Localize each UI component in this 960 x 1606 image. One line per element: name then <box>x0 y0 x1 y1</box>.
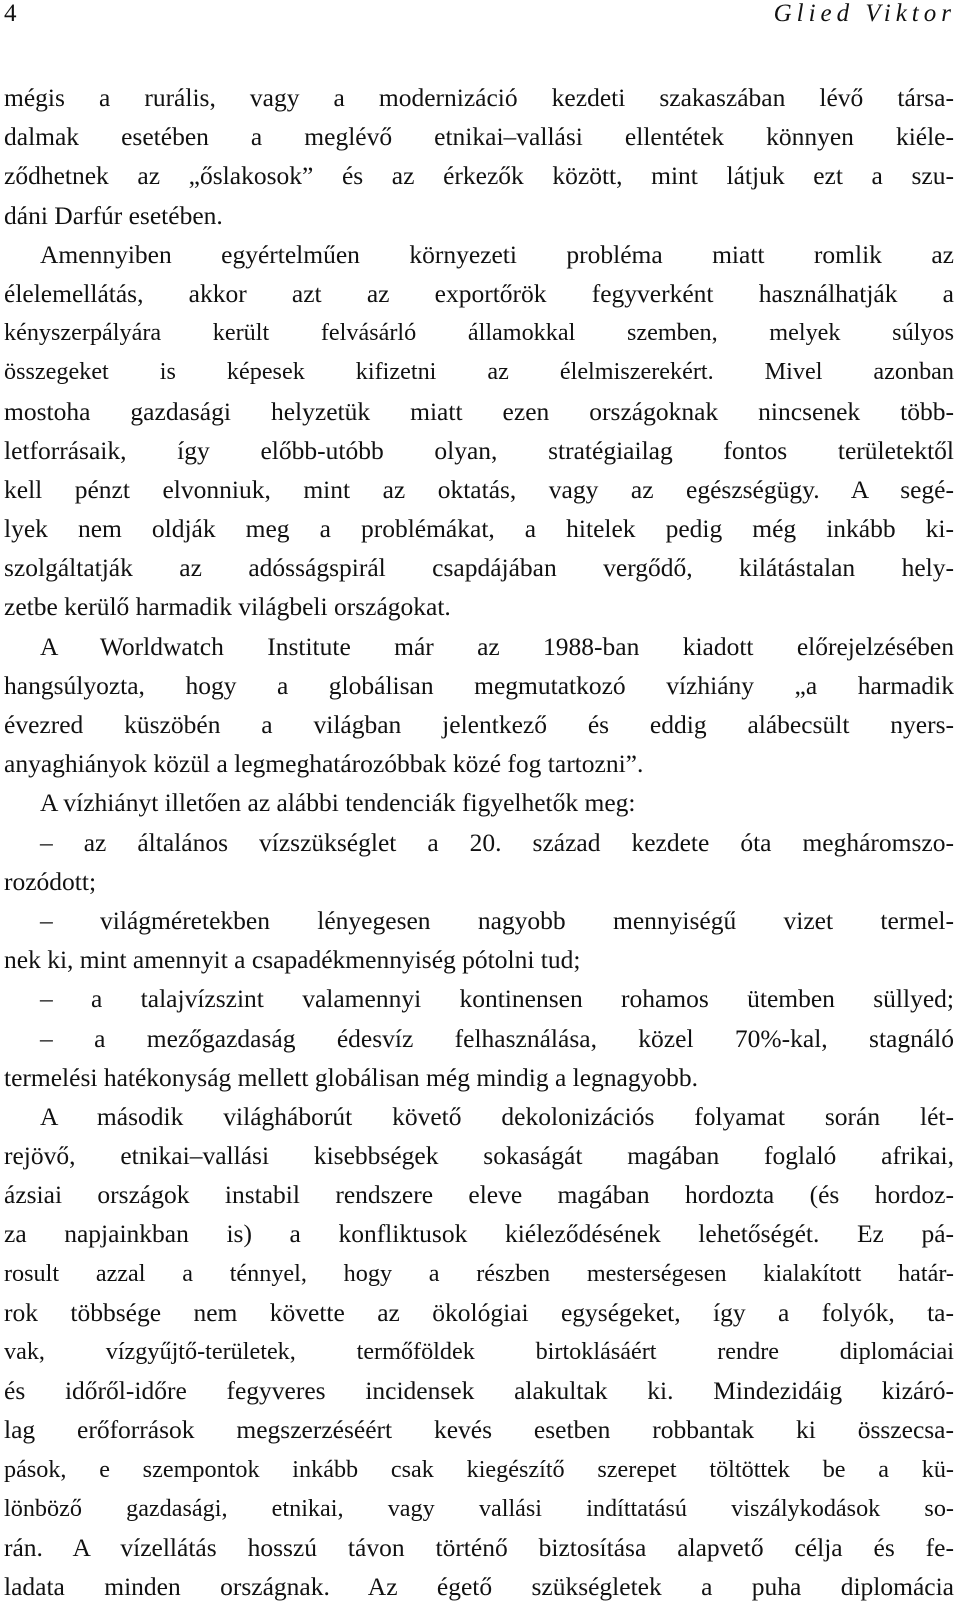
text-line: A második világháborút követő dekolonizációs folyamat során lét- <box>40 1101 954 1131</box>
text-line: összegeket is képesek kifizetni az élelmiszerekért. Mivel azonban <box>4 358 954 386</box>
text-line: kényszerpályára került felvásárló államokkal szemben, melyek súlyos <box>4 319 954 347</box>
list-item-continuation: rozódott; <box>4 866 97 896</box>
list-item-continuation: nek ki, mint amennyit a csapadékmennyiség pótolni tud; <box>4 945 581 975</box>
text-line: rán. A vízellátás hosszú távon történő biztosítása alapvető célja és fe- <box>4 1532 954 1562</box>
list-item: – a talajvízszint valamennyi kontinensen rohamos ütemben süllyed; <box>40 984 954 1014</box>
body-text <box>4 78 954 1606</box>
text-line: ázsiai országok instabil rendszere eleve magában hordozta (és hordoz- <box>4 1180 954 1210</box>
text-line: pások, e szempontok inkább csak kiegészítő szerepet töltöttek be a kü- <box>4 1455 954 1483</box>
text-line: ződhetnek az „őslakosok” és az érkezők között, mint látjuk ezt a szu- <box>4 161 954 191</box>
text-line: rejövő, etnikai–vallási kisebbségek sokaságát magában foglaló afrikai, <box>4 1141 954 1171</box>
text-line: lag erőforrások megszerzéséért kevés esetben robbantak ki összecsa- <box>4 1415 954 1445</box>
text-line: ladata minden országnak. Az égető szükségletek a puha diplomácia <box>4 1572 954 1602</box>
page-header <box>4 0 956 34</box>
text-line: anyaghiányok közül a legmeghatározóbbak közé fog tartozni”. <box>4 749 644 779</box>
text-line: dalmak esetében a meglévő etnikai–vallási ellentétek könnyen kiéle- <box>4 122 954 152</box>
text-line: lyek nem oldják meg a problémákat, a hitelek pedig még inkább ki- <box>4 514 954 544</box>
text-line: lönböző gazdasági, etnikai, vagy vallási indíttatású viszálykodások so- <box>4 1494 954 1522</box>
text-line: évezred küszöbén a világban jelentkező és eddig alábecsült nyers- <box>4 710 954 739</box>
text-line: A vízhiányt illetően az alábbi tendenciák figyelhetők meg: <box>40 788 636 818</box>
list-item-continuation: termelési hatékonyság mellett globálisan még mindig a legnagyobb. <box>4 1062 698 1092</box>
text-line: és időről-időre fegyveres incidensek alakultak ki. Mindezidáig kizáró- <box>4 1376 954 1406</box>
text-line: kell pénzt elvonniuk, mint az oktatás, vagy az egészségügy. A segé- <box>4 474 954 504</box>
text-line: rok többsége nem követte az ökológiai egységeket, így a folyók, ta- <box>4 1297 954 1327</box>
running-head: Glied Viktor <box>773 0 956 27</box>
text-line: hangsúlyozta, hogy a globálisan megmutatkozó vízhiány „a harmadik <box>4 670 954 700</box>
text-line: dáni Darfúr esetében. <box>4 200 223 230</box>
text-line: mostoha gazdasági helyzetük miatt ezen országoknak nincsenek több- <box>4 396 954 426</box>
text-line: rosult azzal a ténnyel, hogy a részben mesterségesen kialakított határ- <box>4 1259 954 1287</box>
list-item: – az általános vízszükséglet a 20. század kezdete óta megháromszo- <box>40 827 954 857</box>
list-item: – a mezőgazdaság édesvíz felhasználása, közel 70%-kal, stagnáló <box>40 1023 954 1053</box>
text-line: szolgáltatják az adósságspirál csapdájában vergődő, kilátástalan hely- <box>4 553 954 583</box>
text-line: za napjainkban is) a konfliktusok kiéleződésének lehetőségét. Ez pá- <box>4 1219 954 1249</box>
text-line: vak, vízgyűjtő-területek, termőföldek birtoklásáért rendre diplomáciai <box>4 1338 954 1365</box>
list-item: – világméretekben lényegesen nagyobb mennyiségű vizet termel- <box>40 905 954 935</box>
text-line: mégis a rurális, vagy a modernizáció kezdeti szakaszában lévő társa- <box>4 83 954 112</box>
text-line: Amennyiben egyértelműen környezeti probléma miatt romlik az <box>40 239 954 269</box>
text-line: A Worldwatch Institute már az 1988-ban kiadott előrejelzésében <box>40 631 954 661</box>
page-number: 4 <box>4 0 17 27</box>
text-line: zetbe kerülő harmadik világbeli országokat. <box>4 592 451 622</box>
text-line: letforrásaik, így előbb-utóbb olyan, stratégiailag fontos területektől <box>4 435 954 465</box>
text-line: élelemellátás, akkor azt az exportőrök fegyverként használhatják a <box>4 278 954 308</box>
